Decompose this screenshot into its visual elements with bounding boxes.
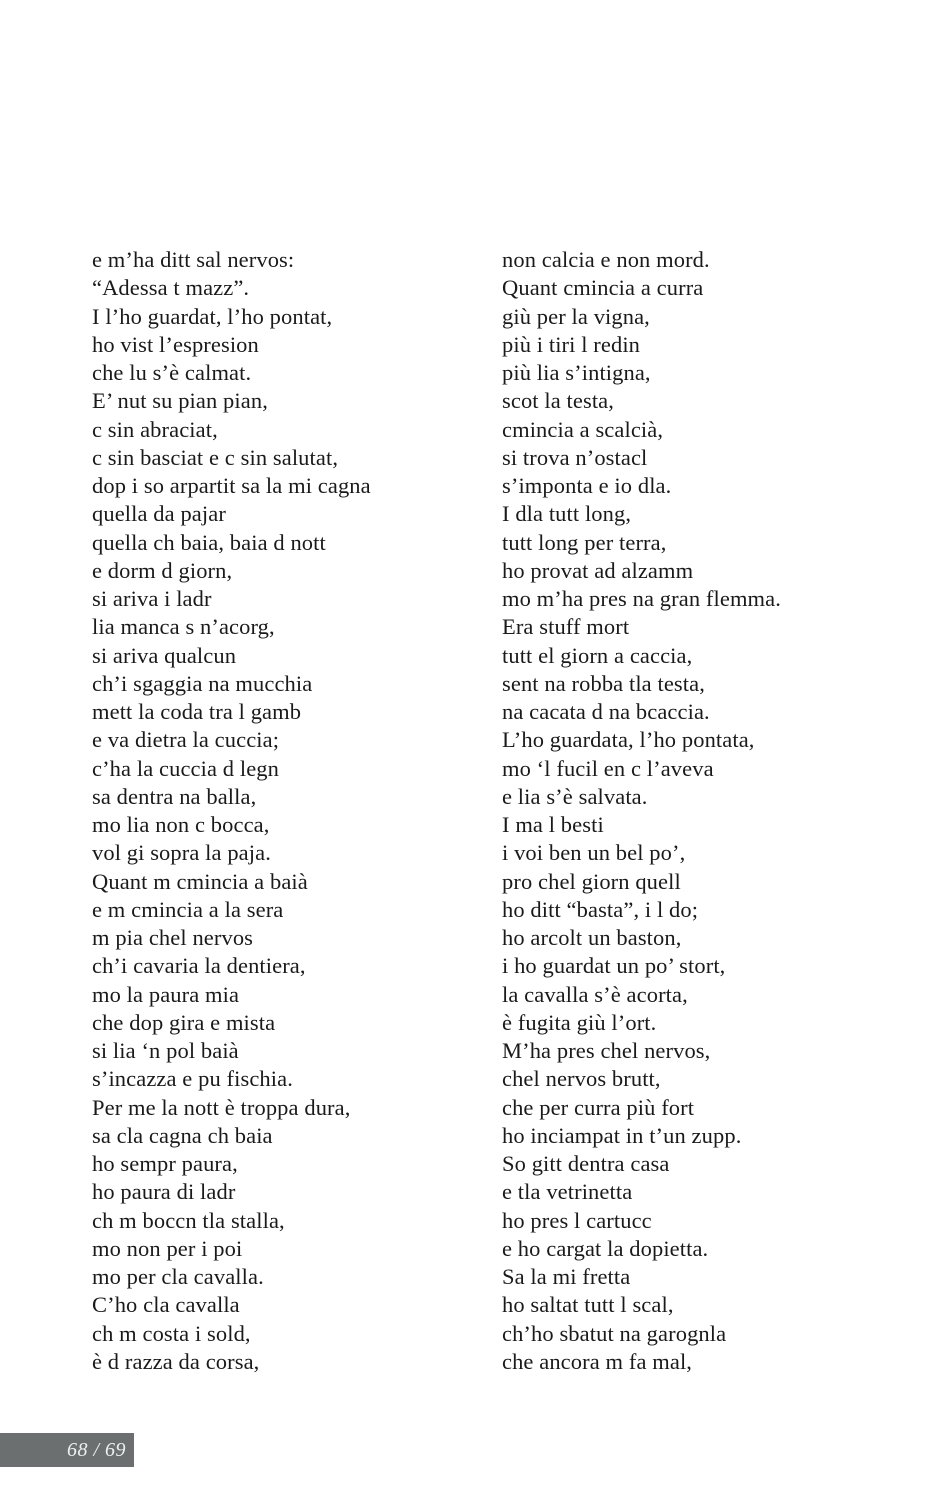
- poem-line: sent na robba tla testa,: [502, 670, 705, 696]
- poem-line: scot la testa,: [502, 388, 614, 414]
- poem-line: la cavalla s’è acorta,: [502, 981, 688, 1007]
- poem-column-right: [502, 246, 781, 1376]
- poem-line: che dop gira e mista: [92, 1009, 276, 1035]
- poem-line: mo la paura mia: [92, 981, 240, 1007]
- poem-column-left: [92, 246, 371, 1376]
- poem-line: ch’i sgaggia na mucchia: [92, 670, 313, 696]
- poem-line: si lia ‘n pol baià: [92, 1038, 239, 1063]
- poem-line: ho paura di ladr: [92, 1179, 236, 1205]
- poem-line: ho vist l’espresion: [92, 331, 259, 357]
- poem-line: dop i so arpartit sa la mi cagna: [92, 473, 371, 498]
- page-number-badge: [0, 1433, 134, 1467]
- poem-line: più lia s’intigna,: [502, 360, 651, 385]
- poem-line: L’ho guardata, l’ho pontata,: [502, 727, 755, 753]
- poem-line: E’ nut su pian pian,: [92, 388, 268, 414]
- poem-line: s’imponta e io dla.: [502, 473, 672, 498]
- poem-line: quella da pajar: [92, 501, 226, 527]
- poem-line: quella ch baia, baia d nott: [92, 529, 326, 555]
- poem-line: Quant m cmincia a baià: [92, 868, 308, 894]
- poem-line: I l’ho guardat, l’ho pontat,: [92, 303, 333, 329]
- poem-line: M’ha pres chel nervos,: [502, 1038, 711, 1063]
- page-number-label: 68 / 69: [66, 1438, 126, 1461]
- poem-line: ho provat ad alzamm: [502, 557, 694, 583]
- poem-line: ch’i cavaria la dentiera,: [92, 953, 306, 979]
- poem-line: m pia chel nervos: [92, 925, 254, 950]
- poem-line: tutt el giorn a caccia,: [502, 642, 693, 668]
- poem-line: e tla vetrinetta: [502, 1179, 633, 1205]
- poem-line: sa cla cagna ch baia: [92, 1122, 273, 1148]
- poem-line: ho ditt “basta”, i l do;: [502, 896, 699, 922]
- poem-line: cmincia a scalcià,: [502, 416, 664, 442]
- poem-line: C’ho cla cavalla: [92, 1292, 240, 1318]
- poem-line: e m’ha ditt sal nervos:: [92, 247, 295, 272]
- poem-line: chel nervos brutt,: [502, 1066, 661, 1092]
- poem-line: lia manca s n’acorg,: [92, 614, 275, 640]
- poem-line: na cacata d na bcaccia.: [502, 699, 710, 724]
- poem-line: che lu s’è calmat.: [92, 360, 252, 385]
- poem-line: e ho cargat la dopietta.: [502, 1235, 709, 1261]
- poem-line: s’incazza e pu fischia.: [92, 1066, 293, 1092]
- poem-line: ch m boccn tla stalla,: [92, 1207, 285, 1233]
- poem-line: c’ha la cuccia d legn: [92, 755, 279, 781]
- poem-line: e m cmincia a la sera: [92, 896, 284, 922]
- poem-line: ch’ho sbatut na garognla: [502, 1320, 727, 1346]
- poem-line: mo per cla cavalla.: [92, 1264, 264, 1289]
- poem-line: più i tiri l redin: [502, 331, 641, 357]
- poem-line: vol gi sopra la paja.: [92, 840, 271, 866]
- poem-line: giù per la vigna,: [502, 303, 650, 329]
- poem-line: Sa la mi fretta: [502, 1264, 631, 1289]
- poem-line: mo lia non c bocca,: [92, 812, 270, 837]
- poem-line: Per me la nott è troppa dura,: [92, 1094, 351, 1120]
- poem-line: i voi ben un bel po’,: [502, 840, 686, 866]
- poem-line: Quant cmincia a curra: [502, 275, 704, 301]
- poem-line: è d razza da corsa,: [92, 1348, 260, 1374]
- poem-line: “Adessa t mazz”.: [92, 275, 250, 301]
- poem-line: è fugita giù l’ort.: [502, 1009, 657, 1035]
- poem-line: ho arcolt un baston,: [502, 925, 682, 950]
- poem-line: e va dietra la cuccia;: [92, 727, 280, 753]
- poem-line: si trova n’ostacl: [502, 444, 648, 470]
- poem-line: e lia s’è salvata.: [502, 783, 648, 809]
- poem-line: tutt long per terra,: [502, 529, 667, 555]
- poem-line: mo non per i poi: [92, 1235, 243, 1261]
- poem-line: mett la coda tra l gamb: [92, 699, 302, 724]
- poem-line: si ariva i ladr: [92, 586, 212, 611]
- poem-line: So gitt dentra casa: [502, 1151, 670, 1176]
- poem-line: ho saltat tutt l scal,: [502, 1292, 674, 1318]
- poem-line: pro chel giorn quell: [502, 868, 681, 894]
- poem-line: I dla tutt long,: [502, 501, 632, 527]
- poem-line: sa dentra na balla,: [92, 783, 257, 809]
- poem-line: Era stuff mort: [502, 614, 630, 640]
- poem-line: i ho guardat un po’ stort,: [502, 953, 726, 979]
- poem-line: e dorm d giorn,: [92, 557, 233, 583]
- poem-line: I ma l besti: [502, 812, 604, 837]
- poem-line: c sin basciat e c sin salutat,: [92, 444, 339, 470]
- poem-line: mo m’ha pres na gran flemma.: [502, 586, 781, 611]
- poem-line: mo ‘l fucil en c l’aveva: [502, 755, 714, 781]
- poem-line: ho inciampat in t’un zupp.: [502, 1122, 742, 1148]
- poem-line: che ancora m fa mal,: [502, 1348, 693, 1374]
- poem-line: non calcia e non mord.: [502, 247, 710, 272]
- poem-line: ho pres l cartucc: [502, 1207, 652, 1233]
- poem-line: ho sempr paura,: [92, 1151, 238, 1176]
- poem-line: ch m costa i sold,: [92, 1320, 251, 1346]
- poem-line: c sin abraciat,: [92, 416, 218, 442]
- poem-line: che per curra più fort: [502, 1094, 695, 1120]
- poem-line: si ariva qualcun: [92, 642, 237, 668]
